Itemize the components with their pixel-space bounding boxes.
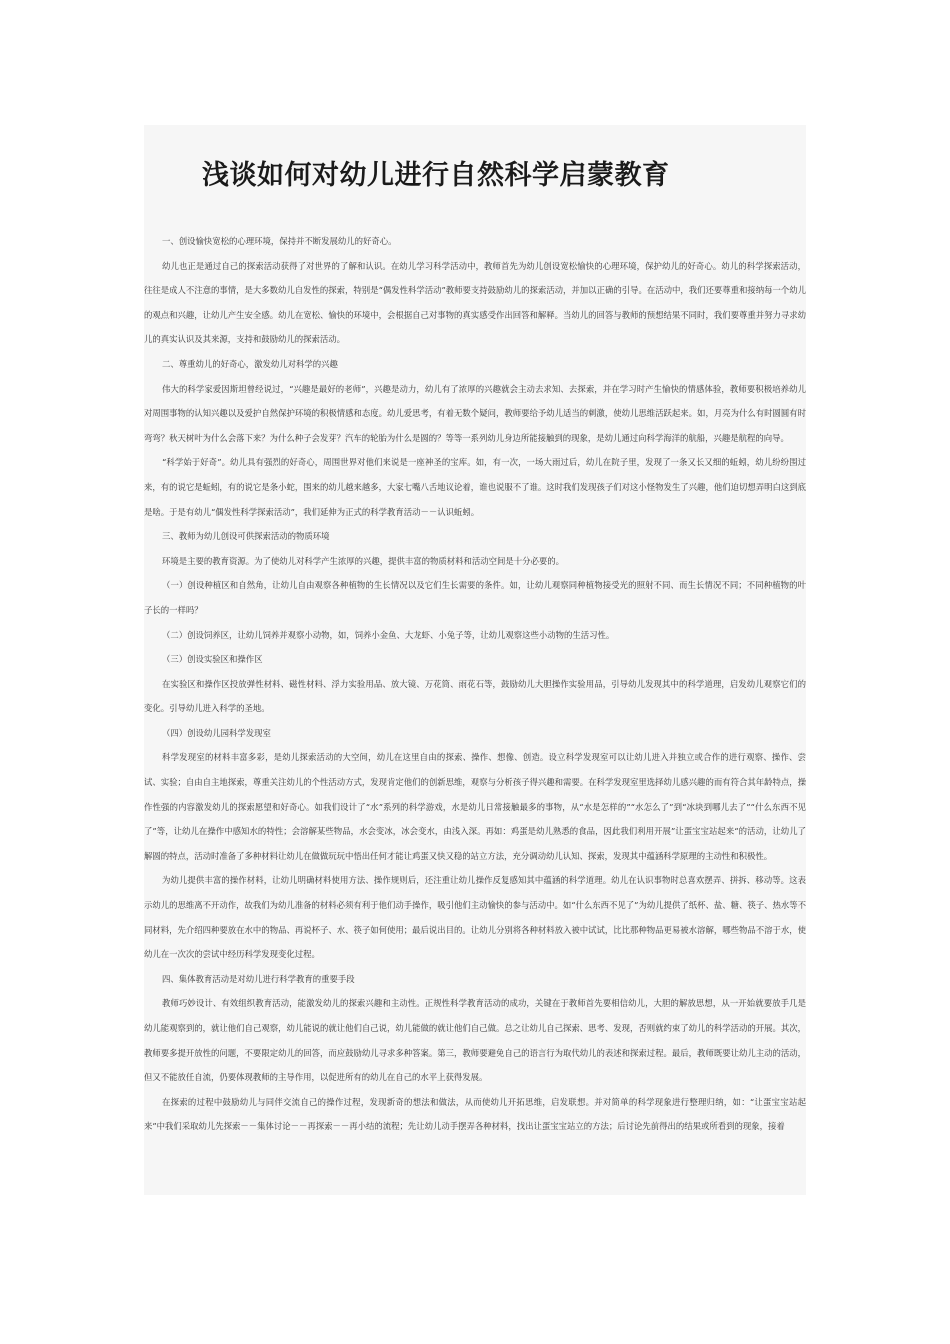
body-paragraph: 科学发现室的材料丰富多彩，是幼儿探索活动的大空间，幼儿在这里自由的探索、操作、想像、创造。设立科学发现室可以让幼儿进入并独立或合作的进行观察、操作、尝试、实验；自由自主地探索，尊重关注幼儿的个性活动方式，发现肯定他们的创新思维，观察与分析孩子得兴趣和需要。在科学发现室里选择幼儿感兴趣的而有符合其年龄特点，操作性强的内容激发幼儿的探索愿望和好奇心。如我们设计了“水”系列的科学游戏，水是幼儿日常接触最多的事物，从“水是怎样的”“水怎么了”到“冰块到哪儿去了”“什么东西不见了”等，让幼儿在操作中感知水的特性；会溶解某些物品，水会变冰，冰会变水，由浅入深。再如：鸡蛋是幼儿熟悉的食品，因此我们利用开展”让蛋宝宝站起来“的活动，让幼儿了解圆的特点，活动时准备了多种材料让幼儿在做做玩玩中悟出任何才能让鸡蛋又快又稳的站立方法，充分调动幼儿认知、探索，发现其中蕴涵科学原理的主动性和积极性。 [144,752,806,861]
section-heading: 一、创设愉快宽松的心理环境，保持并不断发展幼儿的好奇心。 [162,236,397,246]
body-paragraph: 伟大的科学家爱因斯坦曾经说过，“兴趣是最好的老师”，兴趣是动力，幼儿有了浓厚的兴趣就会主动去求知、去探索，并在学习时产生愉快的情感体验，教师要积极培养幼儿对周围事物的认知兴趣以及爱护自然保护环境的积极情感和态度。幼儿爱思考，有着无数个疑问，教师要给予幼儿适当的刺激，使幼儿思维活跃起来。如，月亮为什么有时圆圆有时弯弯？秋天树叶为什么会落下来？为什么种子会发芽？汽车的轮胎为什么是圆的？等等一系列幼儿身边所能接触到的现象，是幼儿通过向科学海洋的航船，兴趣是航程的向导。 [144,383,806,443]
section-heading: （三）创设实验区和操作区 [162,654,263,665]
body-paragraph: “科学始于好奇”。幼儿具有强烈的好奇心，周围世界对他们来说是一座神圣的宝库。如，有一次，一场大雨过后，幼儿在院子里，发现了一条又长又细的蚯蚓，幼儿纷纷围过来，有的说它是蚯蚓，有的说它是条小蛇，围来的幼儿越来越多，大家七嘴八舌地议论着，谁也说服不了谁。这时我们发现孩子们对这小怪物发生了兴趣，他们迫切想弄明白这到底是啥。于是有幼儿“偶发性科学探索活动”，我们延伸为正式的科学教育活动－－认识蚯蚓。 [144,457,806,517]
section-heading: 二、尊重幼儿的好奇心，激发幼儿对科学的兴趣 [162,358,338,369]
body-paragraph: 幼儿也正是通过自己的探索活动获得了对世界的了解和认识。在幼儿学习科学活动中，教师首先为幼儿创设宽松愉快的心理环境，保护幼儿的好奇心。幼儿的科学探索活动，往往是成人不注意的事情，是大多数幼儿自发性的探索，特别是“偶发性科学活动”教师要支持鼓励幼儿的探索活动，并加以正确的引导。在活动中，我们还要尊重和接纳每一个幼儿的观点和兴趣，让幼儿产生安全感。幼儿在宽松、愉快的环境中，会根据自己对事物的真实感受作出回答和解释。当幼儿的回答与教师的预想结果不同时，我们要尊重并努力寻求幼儿的真实认识及其来源，支持和鼓励幼儿的探索活动。 [144,260,806,345]
section-heading: 四、集体教育活动是对幼儿进行科学教育的重要手段 [162,973,355,984]
section-heading: （四）创设幼儿园科学发现室 [162,727,271,738]
document-page [144,125,806,1195]
body-paragraph: （一）创设种植区和自然角，让幼儿自由观察各种植物的生长情况以及它们生长需要的条件。如，让幼儿观察同种植物接受光的照射不同、而生长情况不同；不同种植物的叶子长的一样吗？ [144,580,806,615]
body-paragraph: 在实验区和操作区投放弹性材料、磁性材料、浮力实验用品、放大镜、万花筒、雨花石等，鼓励幼儿大胆操作实验用品，引导幼儿发现其中的科学道理，启发幼儿观察它们的变化。引导幼儿进入科学的圣地。 [144,678,806,714]
body-paragraph: 为幼儿提供丰富的操作材料，让幼儿明确材料使用方法、操作规则后，还注重让幼儿操作反复感知其中蕴涵的科学道理。幼儿在认识事物时总喜欢摆弄、拼拆、移动等。这表示幼儿的思维离不开动作，故我们为幼儿准备的材料必须有利于他们动手操作，吸引他们主动愉快的参与活动中。如“什么东西不见了”为幼儿提供了纸杯、盐、糖、筷子、热水等不同材料，先介绍四种要放在水中的物品、再说杯子、水、筷子如何使用；最后说出目的。让幼儿分别将各种材料放入被中试试，比比那种物品更易被水溶解，哪些物品不溶于水，使幼儿在一次次的尝试中经历科学发现变化过程。 [144,875,806,960]
section-heading: 三、教师为幼儿创设可供探索活动的物质环境 [162,531,330,542]
body-paragraph: 在探索的过程中鼓励幼儿与同伴交流自己的操作过程，发现新奇的想法和做法，从而使幼儿开拓思维，启发联想。并对简单的科学现象进行整理归纳，如：“让蛋宝宝站起来”中我们采取幼儿先探索－－集体讨论－－再探索－－再小结的流程；先让幼儿动手摆弄各种材料，找出让蛋宝宝站立的方法；后讨论先前得出的结果或所看到的现象，接着 [144,1096,806,1132]
section-heading: （二）创设饲养区，让幼儿饲养并观察小动物，如，饲养小金鱼、大龙虾、小兔子等，让幼儿观察这些小动物的生活习性。 [162,629,615,640]
document-title: 浅谈如何对幼儿进行自然科学启蒙教育 [202,160,670,191]
body-paragraph: 教师巧妙设计、有效组织教育活动，能激发幼儿的探索兴趣和主动性。正规性科学教育活动的成功，关键在于教师首先要相信幼儿，大胆的解放思想，从一开始就要放手几是幼儿能观察到的，就让他们自己观察，幼儿能说的就让他们自己说，幼儿能做的就让他们自己做。总之让幼儿自己探索、思考、发现，否则就约束了幼儿的科学活动的开展。其次，教师要多提开放性的问题，不要限定幼儿的回答，而应鼓励幼儿寻求多种答案。第三，教师要避免自己的语言行为取代幼儿的表述和探索过程。最后，教师既要让幼儿主动的活动，但又不能放任自流，仍要体现教师的主导作用，以促进所有的幼儿在自己的水平上获得发展。 [144,998,806,1083]
body-paragraph: 环境是主要的教育资源。为了使幼儿对科学产生浓厚的兴趣，提供丰富的物质材料和活动空间是十分必要的。 [162,555,564,566]
document-body [144,229,806,1139]
